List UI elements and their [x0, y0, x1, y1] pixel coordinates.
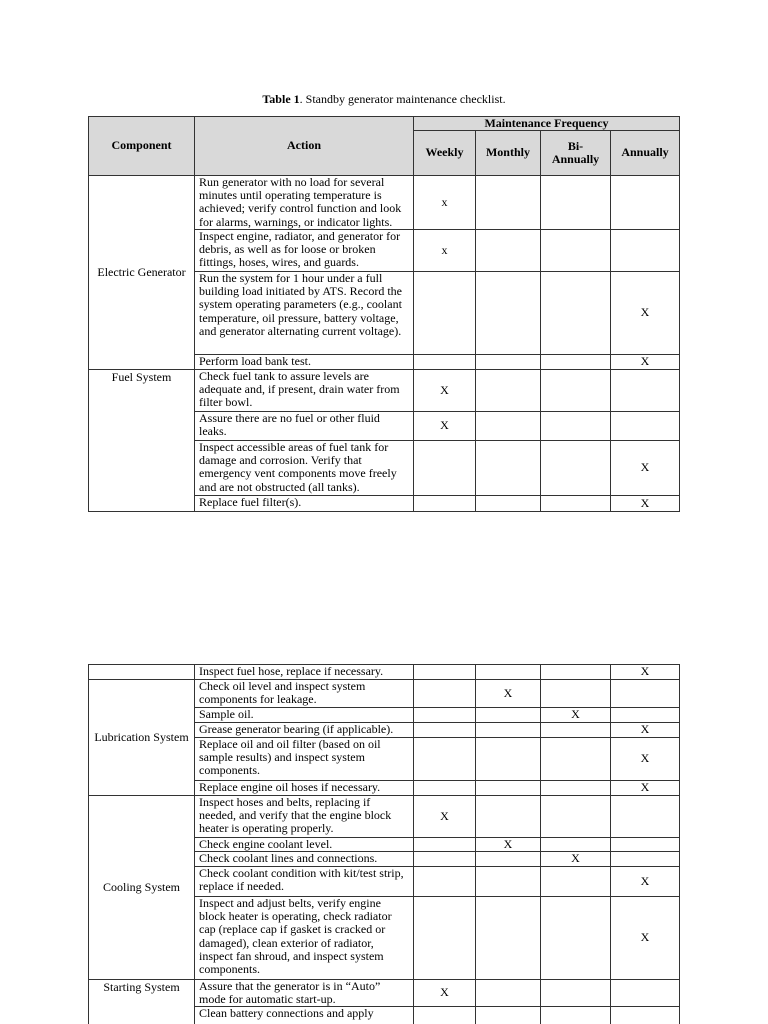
bi-annually-mark-cell — [541, 412, 611, 441]
bi-annually-mark-cell — [541, 441, 611, 496]
component-label: Electric Generator — [97, 264, 186, 279]
action-cell: Replace fuel filter(s). — [195, 496, 414, 512]
component-label: Fuel System — [111, 370, 172, 384]
action-cell: Check coolant lines and connections. — [195, 852, 414, 867]
component-label: Starting System — [103, 980, 180, 994]
bi-annually-mark-cell — [541, 897, 611, 980]
component-label: Lubrication System — [94, 729, 189, 744]
weekly-mark-cell: X — [414, 370, 476, 412]
header-weekly: Weekly — [414, 131, 476, 176]
weekly-mark-cell — [414, 897, 476, 980]
annually-mark-cell — [611, 838, 680, 852]
bi-annually-mark-cell — [541, 1007, 611, 1024]
action-cell: Check oil level and inspect system components for leakage. — [195, 680, 414, 708]
annually-mark-cell — [611, 176, 680, 230]
weekly-mark-cell — [414, 1007, 476, 1024]
action-cell: Replace oil and oil filter (based on oil sample results) and inspect system components. — [195, 738, 414, 781]
weekly-mark-cell — [414, 708, 476, 723]
monthly-mark-cell — [476, 230, 541, 272]
bi-annually-mark-cell: X — [541, 708, 611, 723]
action-cell: Check coolant condition with kit/test strip, replace if needed. — [195, 867, 414, 897]
action-cell: Inspect engine, radiator, and generator for debris, as well as for loose or broken fittings, hoses, wires, and guards. — [195, 230, 414, 272]
weekly-mark-cell — [414, 867, 476, 897]
monthly-mark-cell — [476, 665, 541, 680]
monthly-mark-cell — [476, 708, 541, 723]
weekly-mark-cell — [414, 723, 476, 738]
annually-mark-cell: X — [611, 272, 680, 355]
weekly-mark-cell — [414, 496, 476, 512]
header-annually: Annually — [611, 131, 680, 176]
component-cell — [89, 665, 195, 680]
action-cell: Run the system for 1 hour under a full building load initiated by ATS. Record the system operating parameters (e.g., coolant temperature, oil pressure, battery voltage, and generator alternating current voltage). — [195, 272, 414, 355]
monthly-mark-cell — [476, 723, 541, 738]
monthly-mark-cell — [476, 370, 541, 412]
action-cell: Check fuel tank to assure levels are adequate and, if present, drain water from filter bowl. — [195, 370, 414, 412]
action-cell: Check engine coolant level. — [195, 838, 414, 852]
action-cell: Run generator with no load for several minutes until operating temperature is achieved; verify control function and look for alarms, warnings, or indicator lights. — [195, 176, 414, 230]
bi-annually-mark-cell — [541, 496, 611, 512]
monthly-mark-cell — [476, 897, 541, 980]
annually-mark-cell: X — [611, 496, 680, 512]
bi-annually-mark-cell — [541, 781, 611, 796]
action-cell: Assure that the generator is in “Auto” mode for automatic start-up. — [195, 980, 414, 1007]
bi-annually-mark-cell — [541, 738, 611, 781]
annually-mark-cell — [611, 796, 680, 838]
weekly-mark-cell — [414, 441, 476, 496]
header-maintenance-frequency: Maintenance Frequency — [414, 117, 680, 131]
annually-mark-cell: X — [611, 867, 680, 897]
annually-mark-cell — [611, 852, 680, 867]
weekly-mark-cell: x — [414, 230, 476, 272]
action-cell: Inspect fuel hose, replace if necessary. — [195, 665, 414, 680]
table-caption — [0, 92, 768, 106]
annually-mark-cell: X — [611, 897, 680, 980]
weekly-mark-cell — [414, 781, 476, 796]
weekly-mark-cell — [414, 665, 476, 680]
action-cell: Clean battery connections and apply — [195, 1007, 414, 1024]
bi-annually-mark-cell: X — [541, 852, 611, 867]
bi-annually-mark-cell — [541, 176, 611, 230]
action-cell: Perform load bank test. — [195, 355, 414, 370]
weekly-mark-cell — [414, 838, 476, 852]
monthly-mark-cell — [476, 412, 541, 441]
bi-annually-mark-cell — [541, 980, 611, 1007]
action-cell: Inspect hoses and belts, replacing if needed, and verify that the engine block heater is operating properly. — [195, 796, 414, 838]
weekly-mark-cell: x — [414, 176, 476, 230]
component-cell — [89, 796, 195, 980]
bi-annually-mark-cell — [541, 370, 611, 412]
weekly-mark-cell: X — [414, 412, 476, 441]
action-cell: Grease generator bearing (if applicable). — [195, 723, 414, 738]
monthly-mark-cell — [476, 796, 541, 838]
header-bi-annually: Bi- Annually — [541, 131, 611, 176]
table-caption-text: . Standby generator maintenance checklist. — [299, 92, 506, 106]
weekly-mark-cell: X — [414, 980, 476, 1007]
weekly-mark-cell — [414, 852, 476, 867]
weekly-mark-cell — [414, 272, 476, 355]
monthly-mark-cell — [476, 496, 541, 512]
bi-annually-mark-cell — [541, 867, 611, 897]
action-cell: Inspect and adjust belts, verify engine block heater is operating, check radiator cap (replace cap if gasket is cracked or damaged), clean exterior of radiator, inspect fan shroud, and inspect system components. — [195, 897, 414, 980]
annually-mark-cell — [611, 230, 680, 272]
action-cell: Inspect accessible areas of fuel tank for damage and corrosion. Verify that emergency vent components move freely and are not obstructed (all tanks). — [195, 441, 414, 496]
component-cell — [89, 176, 195, 370]
action-cell: Sample oil. — [195, 708, 414, 723]
maintenance-table-part-1 — [88, 116, 680, 512]
weekly-mark-cell — [414, 355, 476, 370]
maintenance-table-part-2 — [88, 664, 680, 1024]
monthly-mark-cell — [476, 781, 541, 796]
annually-mark-cell — [611, 708, 680, 723]
annually-mark-cell — [611, 1007, 680, 1024]
monthly-mark-cell — [476, 355, 541, 370]
monthly-mark-cell — [476, 852, 541, 867]
annually-mark-cell — [611, 680, 680, 708]
action-cell: Replace engine oil hoses if necessary. — [195, 781, 414, 796]
monthly-mark-cell — [476, 441, 541, 496]
annually-mark-cell — [611, 370, 680, 412]
bi-annually-mark-cell — [541, 838, 611, 852]
annually-mark-cell: X — [611, 441, 680, 496]
monthly-mark-cell — [476, 738, 541, 781]
monthly-mark-cell — [476, 1007, 541, 1024]
annually-mark-cell — [611, 412, 680, 441]
monthly-mark-cell: X — [476, 680, 541, 708]
component-cell — [89, 680, 195, 796]
bi-annually-mark-cell — [541, 796, 611, 838]
weekly-mark-cell: X — [414, 796, 476, 838]
weekly-mark-cell — [414, 680, 476, 708]
weekly-mark-cell — [414, 738, 476, 781]
monthly-mark-cell — [476, 272, 541, 355]
annually-mark-cell: X — [611, 723, 680, 738]
annually-mark-cell: X — [611, 665, 680, 680]
header-monthly: Monthly — [476, 131, 541, 176]
header-component: Component — [89, 117, 195, 176]
monthly-mark-cell: X — [476, 838, 541, 852]
bi-annually-mark-cell — [541, 355, 611, 370]
monthly-mark-cell — [476, 867, 541, 897]
bi-annually-mark-cell — [541, 723, 611, 738]
component-cell — [89, 370, 195, 512]
component-label: Cooling System — [102, 879, 180, 894]
monthly-mark-cell — [476, 980, 541, 1007]
bi-annually-mark-cell — [541, 230, 611, 272]
component-cell — [89, 980, 195, 1024]
bi-annually-mark-cell — [541, 665, 611, 680]
annually-mark-cell: X — [611, 355, 680, 370]
header-action: Action — [195, 117, 414, 176]
annually-mark-cell: X — [611, 781, 680, 796]
bi-annually-mark-cell — [541, 680, 611, 708]
bi-annually-mark-cell — [541, 272, 611, 355]
action-cell: Assure there are no fuel or other fluid leaks. — [195, 412, 414, 441]
annually-mark-cell — [611, 980, 680, 1007]
table-caption-label: Table 1 — [262, 92, 300, 106]
monthly-mark-cell — [476, 176, 541, 230]
annually-mark-cell: X — [611, 738, 680, 781]
